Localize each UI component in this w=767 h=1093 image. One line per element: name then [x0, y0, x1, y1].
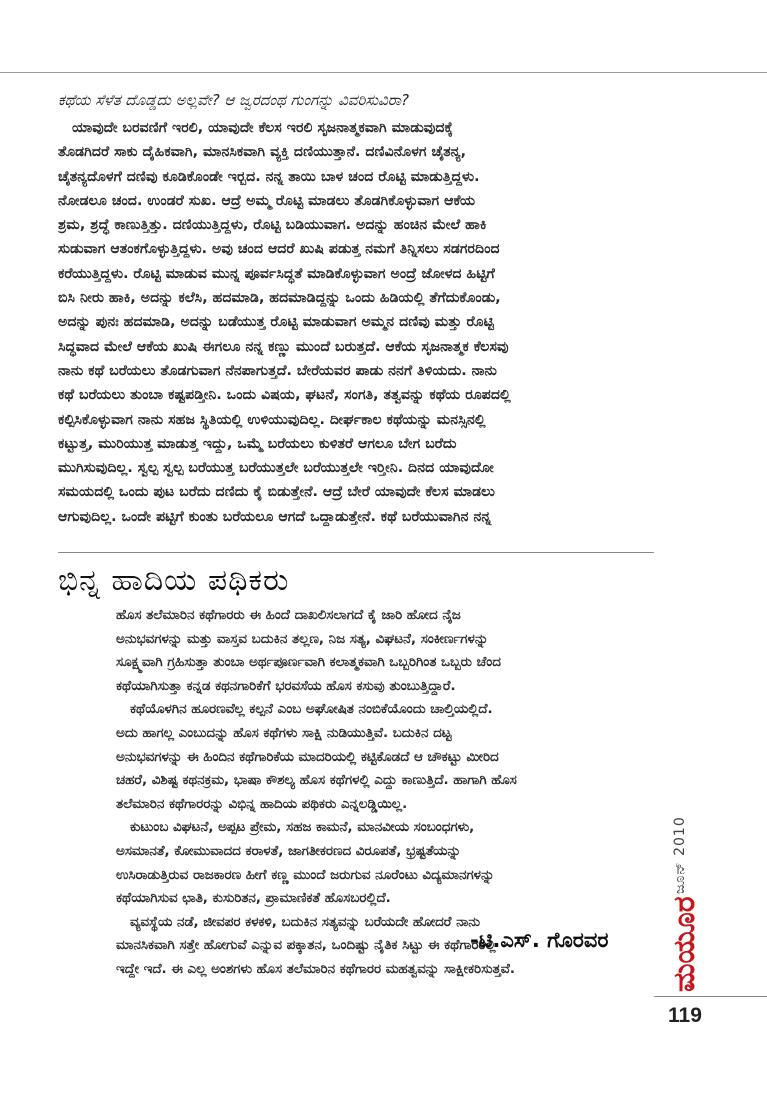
text-line: ನಾನು ಕಥೆ ಬರೆಯಲು ತೊಡಗುವಾಗ ನೆನಪಾಗುತ್ತದೆ. ಬೇರೆಯವರ ಪಾಡು ನನಗೆ ತಿಳಿಯದು. ನಾನು	[58, 362, 497, 379]
text-line: ಅದು ಹಾಗಲ್ಲ ಎಂಬುದನ್ನು ಹೊಸ ಕಥೆಗಳು ಸಾಕ್ಷಿ ನುಡಿಯುತ್ತಿವೆ. ಬದುಕಿನ ದಟ್ಟ	[116, 725, 452, 741]
footer-divider	[654, 996, 767, 997]
text-line: ಕಥೆಯೊಳಗಿನ ಹೂರಣವೆಲ್ಲ ಕಲ್ಪನೆ ಎಂಬ ಅಘೋಷಿತ ನಂಬಿಕೆಯೊಂದು ಚಾಲ್ತಿಯಲ್ಲಿದೆ.	[130, 702, 493, 718]
text-line: ಮಾನಸಿಕವಾಗಿ ಸತ್ತೇ ಹೋಗುವೆ ಎನ್ನುವ ಪಕ್ಕಾತನ, ಒಂದಿಷ್ಟು ನೈತಿಕ ಸಿಟ್ಟು ಈ ಕಥೆಗಾರರಲ್ಲಿ	[116, 938, 496, 954]
text-line: ನೋಡಲೂ ಚಂದ. ಉಂಡರೆ ಸುಖ. ಆದ್ರೆ ಅಮ್ಮ ರೊಟ್ಟಿ ಮಾಡಲು ತೊಡಗಿಕೊಳ್ಳುವಾಗ ಆಕೆಯ	[58, 192, 476, 209]
interview-question: ಕಥೆಯ ಸೆಳೆತ ದೊಡ್ಡದು ಅಲ್ಲವೇ? ಆ ಜ್ವರದಂಥ ಗುಂಗನ್ನು ವಿವರಿಸುವಿರಾ?	[58, 91, 409, 109]
text-line: ಮುಗಿಸುವುದಿಲ್ಲ. ಸ್ವಲ್ಪ ಸ್ವಲ್ಪ ಬರೆಯುತ್ತ ಬರೆಯುತ್ತಲೇ ಬರೆಯುತ್ತಲೇ ಇರ್‍ತೀನಿ. ದಿನದ ಯಾವುದೋ	[58, 460, 494, 477]
text-line: ಯಾವುದೇ ಬರವಣಿಗೆ ಇರಲಿ, ಯಾವುದೇ ಕೆಲಸ ಇರಲಿ ಸೃಜನಾತ್ಮಕವಾಗಿ ಮಾಡುವುದಕ್ಕೆ	[72, 120, 453, 136]
text-line: ಕರೆಯುತ್ತಿದ್ದಳು. ರೊಟ್ಟಿ ಮಾಡುವ ಮುನ್ನ ಪೂರ್ವಸಿದ್ಧತೆ ಮಾಡಿಕೊಳ್ಳುವಾಗ ಅಂದ್ರೆ ಜೋಳದ ಹಿಟ್ಟಿಗೆ	[58, 265, 495, 282]
article-body	[116, 604, 656, 982]
text-line: ಇದ್ದೇ ಇದೆ. ಈ ಎಲ್ಲ ಅಂಶಗಳು ಹೊಸ ತಲೆಮಾರಿನ ಕಥೆಗಾರರ ಮಹತ್ವವನ್ನು ಸಾಕ್ಷೀಕರಿಸುತ್ತವೆ.	[116, 961, 515, 977]
text-line: ಚಹರೆ, ವಿಶಿಷ್ಟ ಕಥನಕ್ರಮ, ಭಾಷಾ ಕೌಶಲ್ಯ ಹೊಸ ಕಥೆಗಳಲ್ಲಿ ಎದ್ದು ಕಾಣುತ್ತಿದೆ. ಹಾಗಾಗಿ ಹೊಸ	[116, 773, 517, 789]
text-line: ಕಲ್ಪಿಸಿಕೊಳ್ಳುವಾಗ ನಾನು ಸಹಜ ಸ್ಥಿತಿಯಲ್ಲಿ ಉಳಿಯುವುದಿಲ್ಲ. ದೀರ್ಘಕಾಲ ಕಥೆಯನ್ನು ಮನಸ್ಸಿನಲ್ಲಿ	[58, 411, 486, 428]
text-line: ಅಸಮಾನತೆ, ಕೋಮುವಾದದ ಕರಾಳತೆ, ಜಾಗತೀಕರಣದ ವಿರೂಪತೆ, ಭ್ರಷ್ಟತೆಯನ್ನು	[116, 843, 461, 859]
section-heading: ಭಿನ್ನ ಹಾದಿಯ ಪಥಿಕರು	[58, 563, 290, 598]
magazine-logo: ಮಯೂರ	[667, 896, 702, 992]
text-line: ಹೊಸ ತಲೆಮಾರಿನ ಕಥೆಗಾರರು ಈ ಹಿಂದೆ ದಾಖಲಿಸಲಾಗದೆ ಕೈ ಜಾರಿ ಹೋದ ನೈಜ	[116, 608, 461, 623]
text-line: ಬಿಸಿ ನೀರು ಹಾಕಿ, ಅದನ್ನು ಕಲೆಸಿ, ಹದಮಾಡಿ, ಹದಮಾಡಿದ್ದನ್ನು ಒಂದು ಹಿಡಿಯಲ್ಲಿ ತೆಗೆದುಕೊಂಡು,	[58, 290, 501, 307]
section-divider	[58, 552, 654, 553]
text-line: ಆಗುವುದಿಲ್ಲ. ಒಂದೇ ಪಟ್ಟಿಗೆ ಕುಂತು ಬರೆಯಲೂ ಆಗದೆ ಒದ್ದಾಡುತ್ತೇನೆ. ಕಥೆ ಬರೆಯುವಾಗಿನ ನನ್ನ	[58, 508, 492, 525]
text-line: ಕುಟುಂಬ ವಿಘಟನೆ, ಅಪ್ಪಟ ಪ್ರೇಮ, ಸಹಜ ಕಾಮನೆ, ಮಾನವೀಯ ಸಂಬಂಧಗಳು,	[130, 820, 475, 836]
issue-date: ಜೂನ್ 2010	[672, 816, 688, 894]
body-paragraph	[116, 604, 656, 982]
text-line: ತೊಡಗಿದರೆ ಸಾಕು ದೈಹಿಕವಾಗಿ, ಮಾನಸಿಕವಾಗಿ ವ್ಯಕ್ತಿ ದಣಿಯುತ್ತಾನೆ. ದಣಿವಿನೊಳಗ ಚೈತನ್ಯ,	[58, 144, 467, 161]
text-line: ಸಿದ್ಧವಾದ ಮೇಲೆ ಆಕೆಯ ಖುಷಿ ಈಗಲೂ ನನ್ನ ಕಣ್ಣು ಮುಂದೆ ಬರುತ್ತದೆ. ಆಕೆಯ ಸೃಜನಾತ್ಮಕ ಕೆಲಸವು	[58, 338, 509, 355]
text-line: ತಲೆಮಾರಿನ ಕಥೆಗಾರರನ್ನು ವಿಭಿನ್ನ ಹಾದಿಯ ಪಥಿಕರು ಎನ್ನಲಡ್ಡಿಯಿಲ್ಲ.	[116, 796, 408, 812]
page-number: 119	[668, 1004, 702, 1027]
text-line: ಕಥೆ ಬರೆಯಲು ತುಂಬಾ ಕಷ್ಟಪಡ್ತೀನಿ. ಒಂದು ವಿಷಯ, ಘಟನೆ, ಸಂಗತಿ, ತತ್ವವನ್ನು ಕಥೆಯ ರೂಪದಲ್ಲಿ	[58, 387, 511, 404]
text-line: ಸಮಯದಲ್ಲಿ ಒಂದು ಪುಟ ಬರೆದು ದಣಿದು ಕೈ ಬಿಡುತ್ತೇನೆ. ಆದ್ರೆ ಬೇರೆ ಯಾವುದೇ ಕೆಲಸ ಮಾಡಲು	[58, 484, 495, 501]
text-line: ಸೂಕ್ಷ್ಮವಾಗಿ ಗ್ರಹಿಸುತ್ತಾ ತುಂಬಾ ಅರ್ಥಪೂರ್ಣವಾಗಿ ಕಲಾತ್ಮಕವಾಗಿ ಒಬ್ಬರಿಗಿಂತ ಒಬ್ಬರು ಚೆಂದ	[116, 655, 501, 671]
text-line: ಉಸಿರಾಡುತ್ತಿರುವ ರಾಜಕಾರಣ ಹೀಗೆ ಕಣ್ಣ ಮುಂದೆ ಜರುಗುವ ನೂರೆಂಟು ವಿದ್ಯಮಾನಗಳನ್ನು	[116, 867, 495, 883]
top-divider	[0, 72, 767, 73]
text-line: ವ್ಯವಸ್ಥೆಯ ನಡೆ, ಜೀವಪರ ಕಳಕಳಿ, ಬದುಕಿನ ಸತ್ಯವನ್ನು ಬರೆಯದೇ ಹೋದರೆ ನಾನು	[130, 914, 480, 930]
text-line: ಸುಡುವಾಗ ಆತಂಕಗೊಳ್ಳುತ್ತಿದ್ದಳು. ಅವು ಚಂದ ಆದರೆ ಖುಷಿ ಪಡುತ್ತ ನಮಗೆ ತಿನ್ನಿಸಲು ಸಡಗರದಿಂದ	[58, 241, 500, 258]
text-line: ಕಥೆಯಾಗಿಸುವ ಛಾತಿ, ಕುಸುರಿತನ, ಪ್ರಾಮಾಣಿಕತೆ ಹೊಸಬರಲ್ಲಿದೆ.	[116, 891, 391, 907]
text-line: ಅನುಭವಗಳನ್ನು ಈ ಹಿಂದಿನ ಕಥೆಗಾರಿಕೆಯ ಮಾದರಿಯಲ್ಲಿ ಕಟ್ಟಿಕೊಡದೆ ಆ ಚೌಕಟ್ಟು ಮೀರಿದ	[116, 749, 499, 765]
text-line: ಶ್ರಮ, ಶ್ರದ್ಧೆ ಕಾಣುತ್ತಿತ್ತು. ದಣಿಯುತ್ತಿದ್ದಳು, ರೊಟ್ಟಿ ಬಡಿಯುವಾಗ. ಅದನ್ನು ಹಂಚಿನ ಮೇಲೆ ಹಾಕಿ	[58, 217, 487, 234]
text-line: ಚೈತನ್ಯದೊಳಗೆ ದಣಿವು ಕೂಡಿಕೊಂಡೇ ಇರ್‍ಬದ. ನನ್ನ ತಾಯಿ ಬಾಳ ಚಂದ ರೊಟ್ಟಿ ಮಾಡುತ್ತಿದ್ದಳು.	[58, 168, 480, 185]
text-line: ಅದನ್ನು ಪುನಃ ಹದಮಾಡಿ, ಅದನ್ನು ಬಡೆಯುತ್ತ ರೊಟ್ಟಿ ಮಾಡುವಾಗ ಅಮ್ಮನ ದಣಿವು ಮತ್ತು ರೊಟ್ಟಿ	[58, 314, 494, 331]
author-signature: -ಟಿ.ಎಸ್. ಗೊರವರ	[470, 928, 609, 952]
text-line: ಕಟ್ಟುತ್ತ, ಮುರಿಯುತ್ತ ಮಾಡುತ್ತ ಇದ್ದು, ಒಮ್ಮೆ ಬರೆಯಲು ಕುಳಿತರೆ ಆಗಲೂ ಬೇಗ ಬರೆದು	[58, 435, 457, 452]
answer-section	[58, 116, 668, 529]
answer-paragraph	[58, 116, 668, 529]
text-line: ಕಥೆಯಾಗಿಸುತ್ತಾ ಕನ್ನಡ ಕಥನಗಾರಿಕೆಗೆ ಭರವಸೆಯ ಹೊಸ ಕಸುವು ತುಂಬುತ್ತಿದ್ದಾರೆ.	[116, 678, 456, 694]
text-line: ಅನುಭವಗಳನ್ನು ಮತ್ತು ವಾಸ್ತವ ಬದುಕಿನ ತಲ್ಲಣ, ನಿಜ ಸತ್ಯ, ವಿಘಟನೆ, ಸಂಕೀರ್ಣಗಳನ್ನು	[116, 631, 489, 647]
